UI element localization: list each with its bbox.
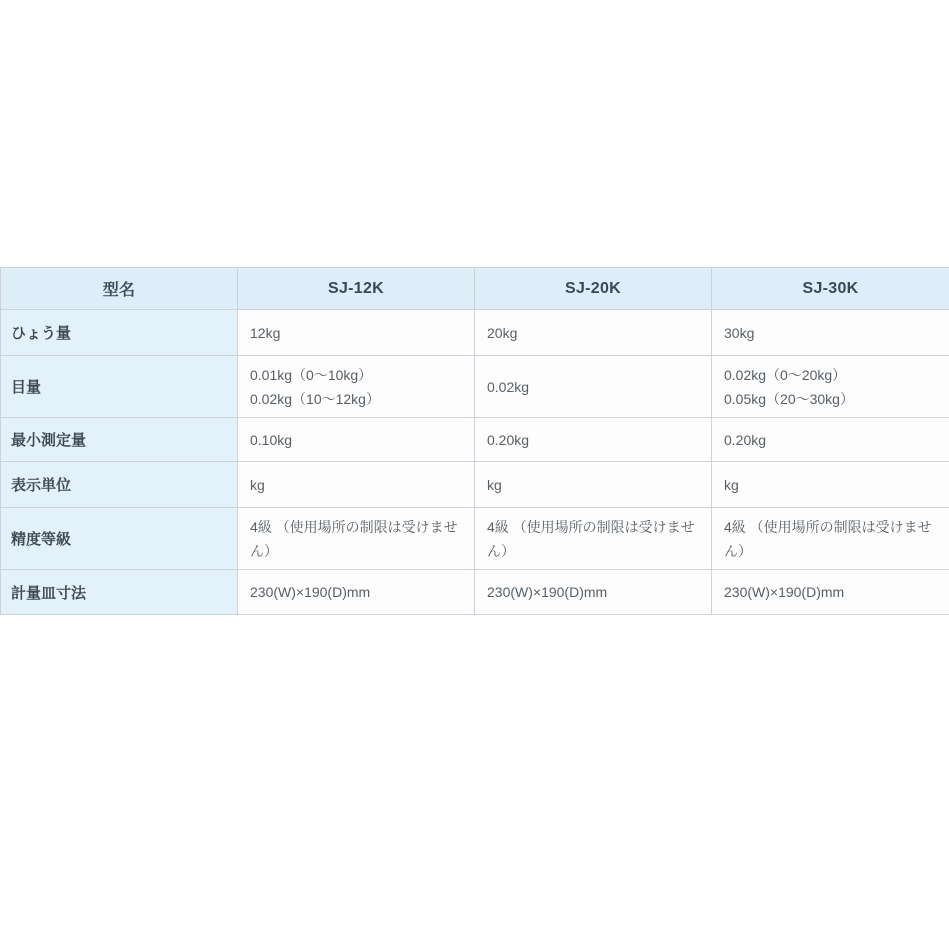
table-header-row: [1, 268, 949, 310]
row-label-display-unit: 表示単位: [1, 462, 238, 508]
spec-table-container: [0, 267, 949, 615]
header-model-sj-30k: SJ-30K: [712, 268, 949, 310]
header-model-name-label: 型名: [1, 268, 238, 310]
cell-capacity-sj20k: [475, 310, 712, 356]
row-label-minimum-measurement: 最小測定量: [1, 418, 238, 462]
table-row-pan-size: [1, 570, 949, 615]
cell-text: 0.10kg: [250, 431, 293, 448]
cell-text: 30kg: [724, 324, 755, 341]
cell-accuracy-class-sj12k: [238, 508, 475, 570]
cell-text: 4級 （使用場所の制限は受けません）: [487, 518, 695, 559]
cell-text: kg: [487, 476, 502, 493]
cell-display-unit-sj12k: [238, 462, 475, 508]
cell-text: 230(W)×190(D)mm: [250, 584, 371, 600]
cell-text: 230(W)×190(D)mm: [724, 584, 845, 600]
cell-minimum-measurement-sj20k: [475, 418, 712, 462]
cell-text: kg: [250, 476, 265, 493]
cell-scale-interval-sj30k: [712, 356, 949, 418]
row-label-accuracy-class: 精度等級: [1, 508, 238, 570]
row-label-scale-interval: 目量: [1, 356, 238, 418]
cell-accuracy-class-sj30k: [712, 508, 949, 570]
cell-minimum-measurement-sj30k: [712, 418, 949, 462]
cell-text: 4級 （使用場所の制限は受けません）: [250, 518, 458, 559]
cell-text: kg: [724, 476, 739, 493]
cell-text: 20kg: [487, 324, 518, 341]
header-model-sj-12k: SJ-12K: [238, 268, 475, 310]
cell-capacity-sj30k: [712, 310, 949, 356]
table-row-minimum-measurement: [1, 418, 949, 462]
cell-pan-size-sj30k: [712, 570, 949, 615]
table-row-scale-interval: [1, 356, 949, 418]
cell-text: 230(W)×190(D)mm: [487, 584, 608, 600]
spec-table: [0, 267, 949, 615]
cell-text: 0.02kg（10～12kg）: [250, 390, 380, 407]
cell-pan-size-sj12k: [238, 570, 475, 615]
cell-display-unit-sj30k: [712, 462, 949, 508]
cell-text: 0.02kg: [487, 378, 530, 395]
cell-text: 0.01kg（0～10kg）: [250, 366, 373, 383]
cell-text: 12kg: [250, 324, 281, 341]
cell-text: 0.02kg（0～20kg）: [724, 366, 847, 383]
cell-minimum-measurement-sj12k: [238, 418, 475, 462]
table-row-accuracy-class: [1, 508, 949, 570]
cell-text: 0.05kg（20～30kg）: [724, 390, 854, 407]
cell-display-unit-sj20k: [475, 462, 712, 508]
table-row-capacity: [1, 310, 949, 356]
cell-text: 4級 （使用場所の制限は受けません）: [724, 518, 932, 559]
cell-pan-size-sj20k: [475, 570, 712, 615]
row-label-capacity: ひょう量: [1, 310, 238, 356]
cell-accuracy-class-sj20k: [475, 508, 712, 570]
cell-capacity-sj12k: [238, 310, 475, 356]
row-label-pan-size: 計量皿寸法: [1, 570, 238, 615]
cell-text: 0.20kg: [487, 431, 530, 448]
table-row-display-unit: [1, 462, 949, 508]
cell-scale-interval-sj20k: [475, 356, 712, 418]
cell-text: 0.20kg: [724, 431, 767, 448]
cell-scale-interval-sj12k: [238, 356, 475, 418]
header-model-sj-20k: SJ-20K: [475, 268, 712, 310]
